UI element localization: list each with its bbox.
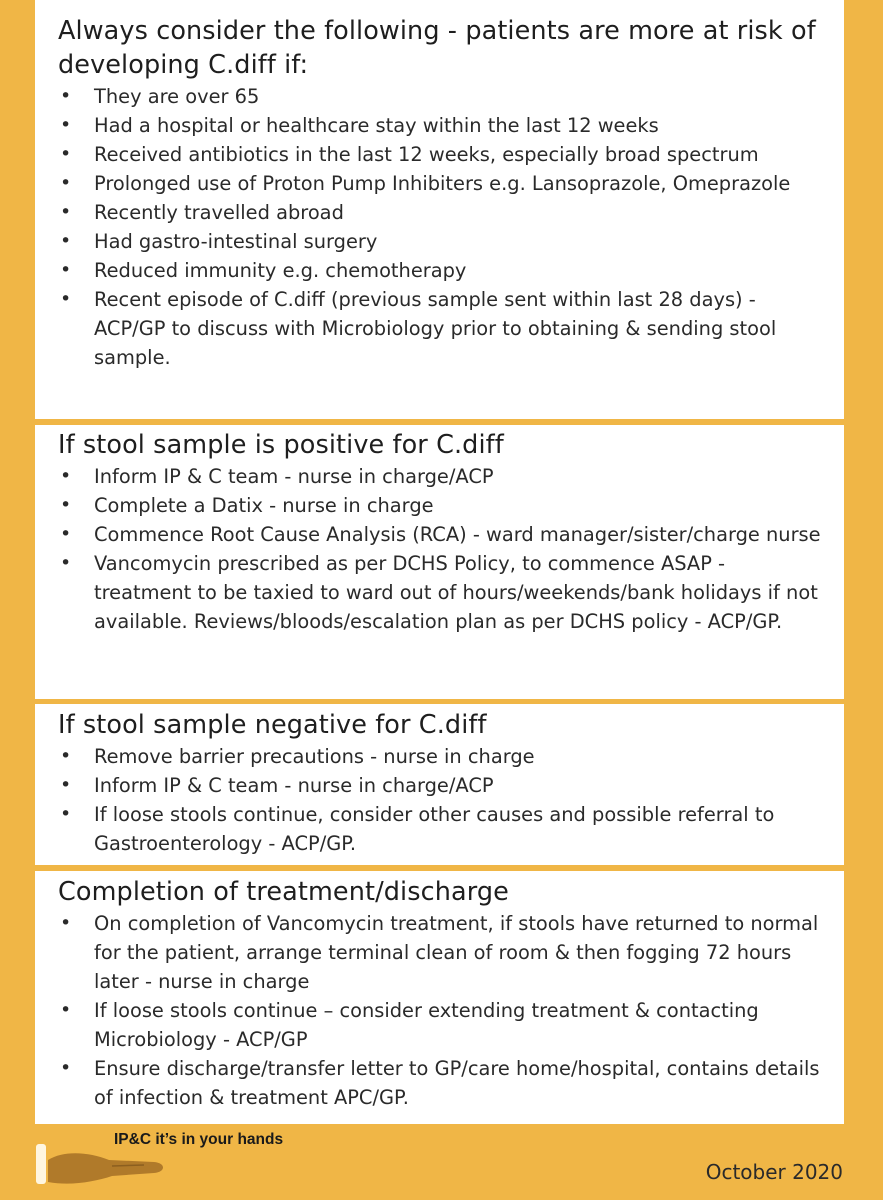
section-heading: Always consider the following - patients are more at risk of developing C.diff if: — [58, 16, 816, 80]
bullet-icon: • — [60, 523, 72, 545]
risk-factors-panel — [35, 0, 844, 419]
bullet-icon: • — [60, 774, 72, 796]
bullet-icon: • — [60, 259, 72, 281]
bullet-icon: • — [60, 552, 72, 574]
completion-panel — [35, 871, 844, 1124]
bullet-icon: • — [60, 143, 72, 165]
list-item: • Inform IP & C team - nurse in charge/ACP — [58, 462, 824, 491]
bullet-icon: • — [60, 999, 72, 1021]
list-item: • Commence Root Cause Analysis (RCA) - ward manager/sister/charge nurse — [58, 520, 824, 549]
list-item: • Had gastro-intestinal surgery — [58, 227, 824, 256]
footer — [0, 1124, 883, 1200]
list-item: • On completion of Vancomycin treatment, if stools have returned to normal for the patient, arrange terminal clean of room & then fogging 72 hours later - nurse in charge — [58, 909, 824, 996]
bullet-icon: • — [60, 1057, 72, 1079]
bullet-list — [58, 462, 824, 636]
list-item: • Recent episode of C.diff (previous sample sent within last 28 days) - ACP/GP to discuss with Microbiology prior to obtaining & sending stool sample. — [58, 285, 824, 372]
bullet-icon: • — [60, 912, 72, 934]
list-item: • If loose stools continue, consider other causes and possible referral to Gastroenterology - ACP/GP. — [58, 800, 824, 858]
bullet-icon: • — [60, 288, 72, 310]
bullet-icon: • — [60, 201, 72, 223]
bullet-icon: • — [60, 465, 72, 487]
bullet-icon: • — [60, 114, 72, 136]
list-item: • Recently travelled abroad — [58, 198, 824, 227]
bullet-icon: • — [60, 85, 72, 107]
list-item: • Had a hospital or healthcare stay within the last 12 weeks — [58, 111, 824, 140]
footer-date: October 2020 — [705, 1160, 843, 1184]
list-item: • Remove barrier precautions - nurse in charge — [58, 742, 824, 771]
list-item: • Vancomycin prescribed as per DCHS Policy, to commence ASAP - treatment to be taxied to ward out of hours/weekends/bank holidays if not available. Reviews/bloods/escalation plan as per DCHS policy - ACP/GP. — [58, 549, 824, 636]
section-heading: Completion of treatment/discharge — [58, 877, 509, 907]
bullet-icon: • — [60, 172, 72, 194]
bullet-list — [58, 909, 824, 1112]
bullet-list — [58, 742, 824, 858]
list-item: • Prolonged use of Proton Pump Inhibiters e.g. Lansoprazole, Omeprazole — [58, 169, 824, 198]
section-heading: If stool sample negative for C.diff — [58, 710, 487, 740]
bullet-icon: • — [60, 494, 72, 516]
list-item: • Complete a Datix - nurse in charge — [58, 491, 824, 520]
positive-result-panel — [35, 425, 844, 699]
bullet-icon: • — [60, 803, 72, 825]
bullet-list — [58, 82, 824, 372]
footer-slogan: IP&C it’s in your hands — [114, 1131, 284, 1148]
list-item: • They are over 65 — [58, 82, 824, 111]
bullet-icon: • — [60, 230, 72, 252]
bullet-icon: • — [60, 745, 72, 767]
negative-result-panel — [35, 704, 844, 865]
list-item: • Reduced immunity e.g. chemotherapy — [58, 256, 824, 285]
list-item: • Ensure discharge/transfer letter to GP/care home/hospital, contains details of infection & treatment APC/GP. — [58, 1054, 824, 1112]
section-heading: If stool sample is positive for C.diff — [58, 430, 504, 460]
list-item: • Inform IP & C team - nurse in charge/ACP — [58, 771, 824, 800]
list-item: • Received antibiotics in the last 12 weeks, especially broad spectrum — [58, 140, 824, 169]
list-item: • If loose stools continue – consider extending treatment & contacting Microbiology - ACP/GP — [58, 996, 824, 1054]
